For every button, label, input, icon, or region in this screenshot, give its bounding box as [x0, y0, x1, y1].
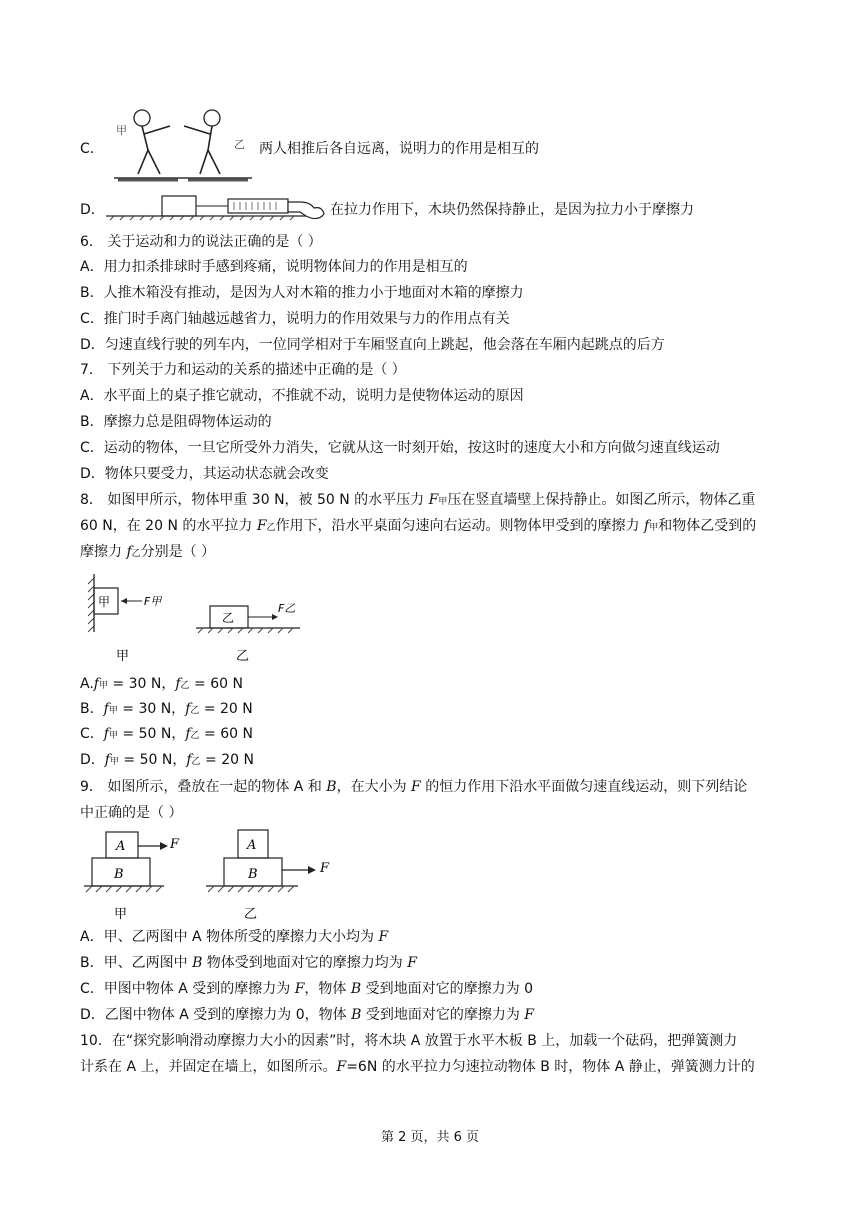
q7-option-d: D．物体只要受力，其运动状态就会改变 [80, 466, 329, 482]
q9-option-a: A．甲、乙两图中 A 物体所受的摩擦力大小均为 F [80, 929, 389, 945]
q9-stem-line2: 中正确的是（ ） [80, 805, 183, 821]
q7-option-c: C．运动的物体，一旦它所受外力消失，它就从这一时刻开始，按这时的速度大小和方向做匀速直线运动 [80, 440, 720, 456]
q6-option-d: D．匀速直线行驶的列车内，一位同学相对于车厢竖直向上跳起，他会落在车厢内起跳点的后方 [80, 337, 665, 353]
figure-caption-yi: 乙 [236, 649, 250, 664]
q9-option-c: C．甲图中物体 A 受到的摩擦力为 F，物体 B 受到地面对它的摩擦力为 0 [80, 981, 533, 997]
q6-stem: 6． 关于运动和力的说法正确的是（ ） [80, 234, 322, 250]
block-a-label-yi: A [247, 838, 257, 853]
q8-option-c: C．f甲 = 50 N，f乙 = 60 N [80, 726, 253, 742]
force-jia-label: F甲 [144, 595, 162, 608]
spring-scale-block-figure [106, 188, 332, 224]
q7-option-a: A．水平面上的桌子推它就动，不推就不动，说明力是使物体运动的原因 [80, 388, 524, 404]
q8-option-a: A.f甲 = 30 N，f乙 = 60 N [80, 676, 243, 692]
q9-option-d: D．乙图中物体 A 受到的摩擦力为 0，物体 B 受到地面对它的摩擦力为 F [80, 1007, 534, 1023]
q10-stem-line2: 计系在 A 上，并固定在墙上，如图所示。F=6N 的水平拉力匀速拉动物体 B 时，物体 A 静止，弹簧测力计的 [80, 1059, 755, 1075]
q5-option-c-letter: C． [80, 141, 104, 157]
block-yi-label: 乙 [222, 611, 235, 625]
q8-stem-line1: 8． 如图甲所示，物体甲重 30 N，被 50 N 的水平压力 F甲压在竖直墙壁上保持静止。如图乙所示，物体乙重 [80, 492, 756, 508]
q9-stem-line1: 9． 如图所示，叠放在一起的物体 A 和 B，在大小为 F 的恒力作用下沿水平面做匀速直线运动，则下列结论 [80, 779, 748, 795]
force-yi-label: F乙 [278, 602, 296, 615]
figure-caption-jia: 甲 [116, 649, 130, 664]
page-footer: 第 2 页，共 6 页 [380, 1130, 480, 1145]
q7-option-b: B．摩擦力总是阻碍物体运动的 [80, 414, 272, 430]
force-label-jia: F [170, 837, 180, 852]
figure-caption-yi: 乙 [244, 907, 258, 922]
q9-stacked-blocks-figure [84, 826, 344, 924]
block-a-label-jia: A [116, 839, 126, 854]
q8-wall-and-table-figure [84, 570, 314, 666]
figure-caption-jia: 甲 [114, 907, 128, 922]
q6-option-c: C．推门时手离门轴越远越省力，说明力的作用效果与力的作用点有关 [80, 311, 510, 327]
q6-option-b: B．人推木箱没有推动，是因为人对木箱的推力小于地面对木箱的摩擦力 [80, 285, 524, 301]
person-jia-label: 甲 [116, 124, 127, 137]
q8-stem-line2: 60 N，在 20 N 的水平拉力 F乙作用下，沿水平桌面匀速向右运动。则物体甲受到的摩擦力 f甲和物体乙受到的 [80, 518, 757, 534]
q9-option-b: B．甲、乙两图中 B 物体受到地面对它的摩擦力均为 F [80, 955, 417, 971]
q6-option-a: A．用力扣杀排球时手感到疼痛，说明物体间力的作用是相互的 [80, 259, 468, 275]
block-b-label-jia: B [114, 867, 124, 882]
q7-stem: 7． 下列关于力和运动的关系的描述中正确的是（ ） [80, 362, 406, 378]
q5-option-d-text: 在拉力作用下，木块仍然保持静止，是因为拉力小于摩擦力 [330, 202, 694, 218]
block-b-label-yi: B [248, 867, 258, 882]
people-pushing-figure [108, 104, 258, 186]
q8-stem-line3: 摩擦力 f乙分别是（ ） [80, 544, 216, 560]
block-jia-label: 甲 [98, 595, 111, 609]
person-yi-label: 乙 [234, 138, 245, 151]
q5-option-c-text: 两人相推后各自远离，说明力的作用是相互的 [259, 141, 539, 157]
q10-stem-line1: 10．在“探究影响滑动摩擦力大小的因素”时，将木块 A 放置于水平木板 B 上，加载一个砝码，把弹簧测力 [80, 1033, 738, 1049]
q8-option-d: D．f甲 = 50 N，f乙 = 20 N [80, 752, 254, 768]
q8-option-b: B．f甲 = 30 N，f乙 = 20 N [80, 701, 253, 717]
force-label-yi: F [320, 861, 330, 876]
q5-option-d-letter: D． [80, 202, 105, 218]
